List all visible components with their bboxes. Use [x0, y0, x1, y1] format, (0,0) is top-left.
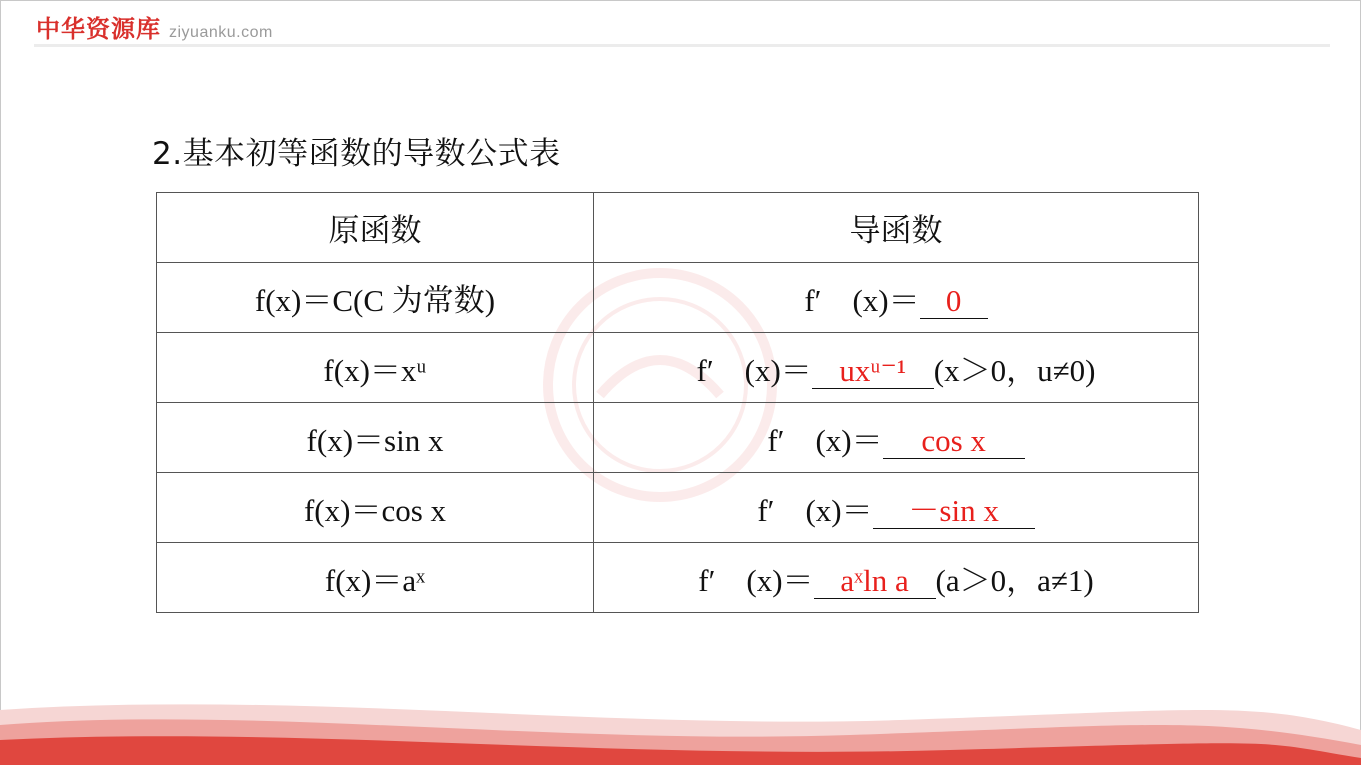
derivative-prefix: f′ (x)＝	[698, 563, 814, 598]
derivative-formula-table	[156, 192, 1199, 613]
brand-name: 中华资源库	[36, 15, 161, 43]
derivative-cell	[594, 263, 1199, 333]
answer-blank: uxᵘ⁻¹	[812, 355, 934, 389]
derivative-cell	[594, 473, 1199, 543]
header-original-function: 原函数	[157, 193, 594, 263]
derivative-cell	[594, 543, 1199, 613]
table-row	[157, 263, 1199, 333]
derivative-prefix: f′ (x)＝	[804, 283, 920, 318]
table-header-row	[157, 193, 1199, 263]
page-title: 2.基本初等函数的导数公式表	[152, 136, 561, 172]
derivative-prefix: f′ (x)＝	[757, 493, 873, 528]
brand-domain: ziyuanku.com	[169, 24, 273, 41]
table-row	[157, 543, 1199, 613]
table-row	[157, 403, 1199, 473]
derivative-suffix: (x＞0，u≠0)	[933, 353, 1096, 388]
derivative-suffix: (a＞0，a≠1)	[935, 563, 1094, 598]
table-row	[157, 473, 1199, 543]
brand-logo	[36, 9, 273, 44]
decorative-wave-footer	[0, 690, 1361, 765]
answer-blank: aˣln a	[814, 565, 936, 599]
header-derivative-function: 导函数	[594, 193, 1199, 263]
original-function-cell: f(x)＝aˣ	[157, 543, 594, 613]
derivative-prefix: f′ (x)＝	[767, 423, 883, 458]
header-divider	[34, 44, 1330, 47]
table-row	[157, 333, 1199, 403]
derivative-cell	[594, 403, 1199, 473]
answer-blank: 0	[920, 285, 988, 319]
original-function-cell: f(x)＝C(C 为常数)	[157, 263, 594, 333]
derivative-cell	[594, 333, 1199, 403]
original-function-cell: f(x)＝sin x	[157, 403, 594, 473]
derivative-prefix: f′ (x)＝	[696, 353, 812, 388]
original-function-cell: f(x)＝cos x	[157, 473, 594, 543]
answer-blank: －sin x	[873, 495, 1035, 529]
original-function-cell: f(x)＝xᵘ	[157, 333, 594, 403]
answer-blank: cos x	[883, 425, 1025, 459]
